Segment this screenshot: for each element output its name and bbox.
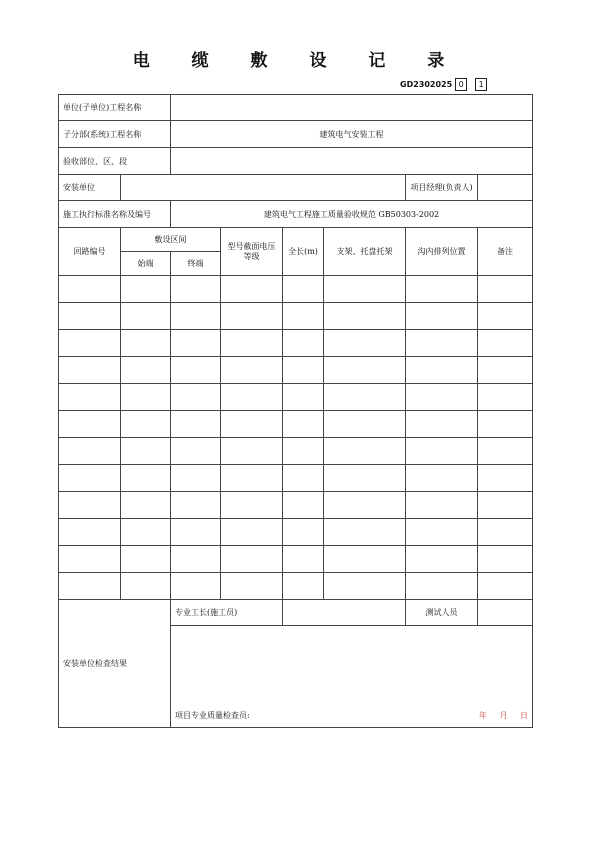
document-title: 电 缆 敷 设 记 录 (132, 51, 463, 71)
row-unit-project (59, 95, 533, 121)
col-model-section-voltage: 型号截面电压等级 (221, 228, 283, 276)
row-sub-project (59, 121, 533, 148)
data-row (59, 438, 533, 465)
row-install-unit (59, 175, 533, 201)
col-bracket-tray: 支架、托盘托架 (324, 228, 406, 276)
tester-label: 测试人员 (406, 600, 478, 626)
col-total-length: 全长(m) (283, 228, 324, 276)
col-circuit-no: 回路编号 (59, 228, 121, 276)
date-year: 年 (478, 711, 487, 720)
data-row (59, 573, 533, 600)
date-month: 月 (499, 711, 508, 720)
col-trench-position: 沟内排列位置 (406, 228, 478, 276)
data-row (59, 546, 533, 573)
cable-laying-record-table (58, 94, 533, 728)
col-laying-range: 敷设区间 (121, 228, 221, 252)
standard-label: 施工执行标准名称及编号 (59, 201, 171, 228)
foreman-label: 专业工长(施工员) (171, 600, 283, 626)
column-header-row-1 (59, 228, 533, 252)
date-day: 日 (520, 711, 528, 720)
data-row (59, 411, 533, 438)
install-unit-field[interactable] (121, 175, 406, 201)
sub-project-label: 子分部(系统)工程名称 (59, 121, 171, 148)
sub-project-field[interactable]: 建筑电气安装工程 (171, 121, 533, 148)
data-row (59, 492, 533, 519)
inspector-label: 项目专业质量检查员: (175, 711, 250, 720)
row-inspection-part (59, 148, 533, 175)
data-row (59, 303, 533, 330)
col-end: 终端 (171, 252, 221, 276)
data-row (59, 276, 533, 303)
col-start: 始端 (121, 252, 171, 276)
check-result-area[interactable] (171, 626, 533, 728)
form-code-prefix: GD2302025 (400, 79, 453, 89)
form-code-box-2[interactable]: 1 (475, 78, 487, 91)
unit-project-label: 单位(子单位)工程名称 (59, 95, 171, 121)
data-row (59, 519, 533, 546)
install-unit-label: 安装单位 (59, 175, 121, 201)
check-section-label: 安装单位检查结果 (59, 600, 171, 728)
date-line (469, 710, 528, 721)
foreman-field[interactable] (283, 600, 406, 626)
inspection-part-label: 验收部位、区、段 (59, 148, 171, 175)
row-standard (59, 201, 533, 228)
data-row (59, 330, 533, 357)
data-row (59, 384, 533, 411)
data-row (59, 465, 533, 492)
form-code-box-1[interactable]: 0 (455, 78, 467, 91)
project-manager-label: 项目经理(负责人) (406, 175, 478, 201)
unit-project-field[interactable] (171, 95, 533, 121)
standard-field[interactable]: 建筑电气工程施工质量验收规范 GB50303-2002 (171, 201, 533, 228)
data-row (59, 357, 533, 384)
check-row-signatures (59, 600, 533, 626)
project-manager-field[interactable] (478, 175, 533, 201)
form-code (400, 78, 487, 90)
col-remarks: 备注 (478, 228, 533, 276)
tester-field[interactable] (478, 600, 533, 626)
inspection-part-field[interactable] (171, 148, 533, 175)
